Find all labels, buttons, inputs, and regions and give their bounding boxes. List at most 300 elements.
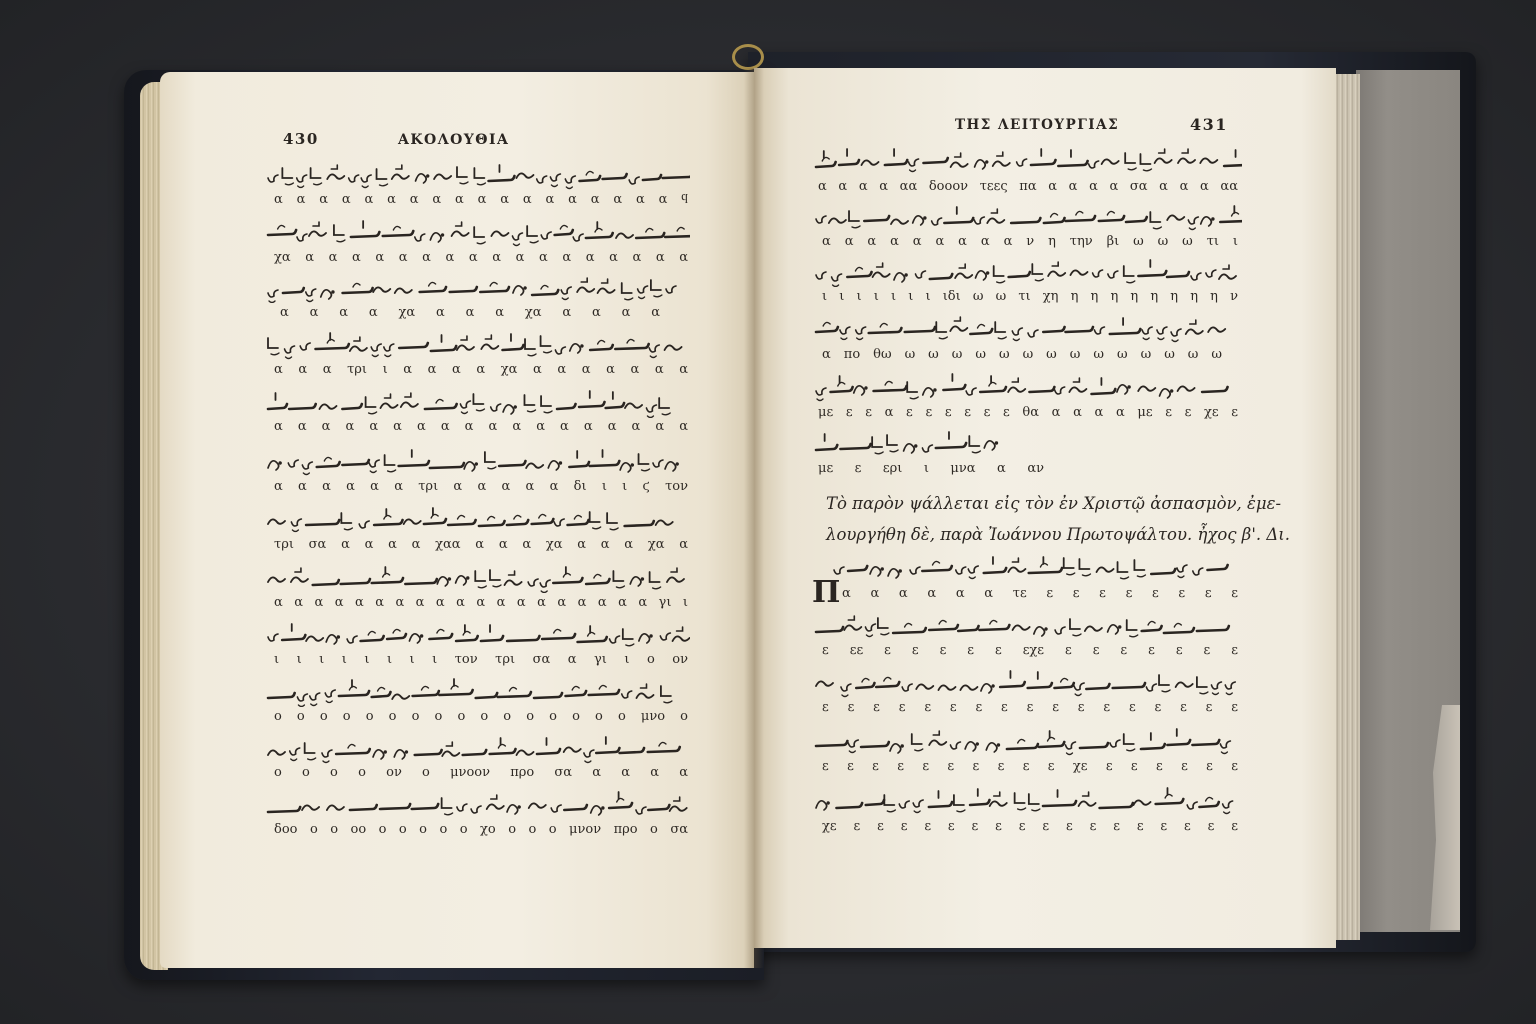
- neume-row: [266, 273, 690, 303]
- neume-sign: [568, 520, 589, 525]
- neume-sign: [526, 463, 543, 468]
- neume-sign: [269, 301, 275, 303]
- neume-sign: [891, 219, 908, 224]
- neume-sign: [310, 693, 320, 700]
- syllable-line: ι ι ι ι ι ι ι ι τον τρι σα α γι ι ο ον: [274, 652, 688, 667]
- neume-sign: [1138, 271, 1166, 276]
- neume-sign: [899, 570, 901, 572]
- neume-sign: [893, 628, 926, 633]
- neume-sign: [392, 174, 409, 179]
- syllable-line: α α α α α α α α α ν η την βι ω ω ω τι ι: [822, 234, 1238, 249]
- neume-sign: [1167, 215, 1184, 220]
- neume-sign: [404, 519, 421, 524]
- neume-sign: [915, 749, 923, 751]
- neume-sign: [972, 451, 980, 453]
- neume-sign: [415, 750, 442, 755]
- neume-sign: [437, 577, 448, 586]
- neume-sign: [399, 343, 428, 348]
- neume-sign: [1000, 682, 1025, 687]
- neume-sign: [856, 327, 866, 334]
- neume-sign: [1009, 272, 1030, 277]
- neume-sign: [639, 454, 649, 464]
- neume-sign: [383, 231, 414, 236]
- neume-sign: [877, 263, 883, 267]
- neume-sign: [429, 282, 436, 286]
- neume-sign: [563, 573, 570, 577]
- neume-sign: [1097, 567, 1114, 572]
- neume-sign: [268, 634, 278, 641]
- neume-sign: [659, 398, 669, 408]
- neume-sign: [1070, 270, 1087, 275]
- neume-sign: [1162, 690, 1170, 692]
- neume-sign: [1134, 560, 1144, 570]
- neume-sign: [564, 747, 581, 752]
- neume-sign: [392, 694, 409, 699]
- neume-sign: [1082, 574, 1090, 576]
- neume-sign: [641, 578, 643, 580]
- neume-sign: [436, 399, 443, 403]
- neume-sign: [1075, 694, 1081, 696]
- neume-sign: [439, 690, 472, 695]
- neume-sign: [663, 173, 690, 178]
- neume-sign: [951, 162, 968, 167]
- neume-sign: [1018, 739, 1025, 743]
- neume-sign: [944, 218, 973, 223]
- neume-sign: [369, 460, 379, 467]
- neume-row: [266, 563, 690, 593]
- neume-sign: [307, 300, 313, 302]
- neume-sign: [271, 353, 279, 355]
- neume-sign: [437, 629, 444, 633]
- neume-sign: [997, 281, 1005, 283]
- neume-sign: [1164, 628, 1194, 633]
- neume-sign: [278, 225, 285, 229]
- neume-sign: [314, 183, 322, 185]
- neume-sign: [584, 750, 594, 757]
- syllable-line: ο ο ο ο ο ο ο ο ο ο ο ο ο ο ο ο μνο ο: [274, 709, 688, 724]
- neume-sign: [341, 579, 370, 584]
- neume-sign: [1178, 158, 1195, 163]
- neume-notation: [814, 668, 1242, 698]
- neume-sign: [297, 694, 307, 701]
- neume-sign: [445, 813, 453, 815]
- neume-sign: [541, 232, 551, 239]
- neume-notation: [814, 372, 1242, 402]
- neume-sign: [475, 463, 477, 465]
- neume-sign: [887, 435, 897, 445]
- neume-sign: [268, 519, 285, 524]
- neume-sign: [429, 634, 452, 639]
- neume-sign: [1174, 623, 1181, 627]
- neume-sign: [955, 153, 961, 157]
- neume-sign: [650, 635, 652, 637]
- neume-sign: [485, 452, 495, 462]
- neume-sign: [874, 386, 907, 391]
- neume-sign: [1013, 625, 1030, 630]
- neume-sign: [626, 644, 634, 646]
- neume-sign: [1187, 802, 1197, 809]
- neume-row: [814, 372, 1242, 402]
- neume-sign: [1206, 797, 1213, 801]
- neume-sign: [319, 404, 336, 409]
- neume-sign: [888, 569, 899, 578]
- neume-sign: [334, 225, 344, 235]
- neume-sign: [924, 158, 948, 163]
- neume-sign: [1013, 339, 1019, 341]
- neume-sign: [640, 684, 646, 688]
- neume-sign: [574, 515, 581, 519]
- neume-sign: [1191, 273, 1201, 280]
- neume-notation: [814, 257, 1242, 287]
- neume-row: [814, 786, 1242, 816]
- neume-sign: [268, 338, 278, 348]
- neume-sign: [342, 404, 361, 409]
- neume-sign: [650, 572, 660, 582]
- neume-sign: [541, 285, 548, 289]
- neume-sign: [268, 230, 296, 235]
- neume-row: [832, 552, 1242, 582]
- neume-sign: [1172, 340, 1178, 342]
- neume-sign: [1108, 625, 1119, 634]
- neume-sign: [1073, 378, 1079, 382]
- neume-sign: [623, 629, 633, 639]
- neume-sign: [490, 749, 516, 754]
- neume-sign: [430, 463, 464, 468]
- neume-row: [814, 727, 1242, 757]
- neume-sign: [288, 460, 298, 467]
- neume-notation: [814, 202, 1242, 232]
- neume-sign: [650, 356, 656, 358]
- neume-sign: [441, 234, 443, 236]
- neume-sign: [827, 802, 829, 804]
- neume-sign: [316, 344, 349, 349]
- neume-sign: [636, 233, 664, 238]
- syllable-line: ε εε ε ε ε ε ε εχε ε ε ε ε ε ε ε: [822, 643, 1238, 658]
- neume-sign: [577, 287, 594, 292]
- neume-sign: [1067, 573, 1075, 575]
- neume-sign: [1221, 752, 1227, 754]
- neume-sign: [572, 686, 579, 690]
- neume-sign: [864, 216, 889, 221]
- neume-sign: [986, 743, 997, 752]
- neume-sign: [849, 751, 855, 753]
- neume-sign: [322, 750, 332, 757]
- neume-sign: [306, 289, 316, 296]
- neume-sign: [848, 566, 867, 571]
- neume-sign: [350, 805, 377, 810]
- neume-sign: [537, 176, 547, 183]
- neume-row: [814, 611, 1242, 641]
- neume-sign: [981, 684, 992, 693]
- neume-sign: [598, 288, 615, 293]
- neume-sign: [1076, 211, 1083, 215]
- neume-sign: [904, 444, 915, 453]
- neume-sign: [343, 288, 373, 293]
- neume-sign: [374, 520, 402, 525]
- neume-notation: [266, 446, 690, 476]
- neume-sign: [366, 397, 376, 407]
- neume-sign: [642, 469, 650, 471]
- neume-sign: [625, 298, 633, 300]
- neume-row: [814, 668, 1242, 698]
- neume-sign: [884, 795, 894, 805]
- neume-sign: [1048, 737, 1055, 741]
- gutter-shadow: [744, 68, 764, 968]
- neume-sign: [816, 388, 826, 395]
- neume-notation: [266, 620, 690, 650]
- neume-sign: [939, 337, 947, 339]
- neume-sign: [1219, 274, 1236, 279]
- neume-row: [814, 313, 1242, 343]
- neume-sign: [862, 678, 869, 682]
- neume-sign: [361, 636, 384, 641]
- neume-sign: [969, 577, 975, 579]
- neume-sign: [268, 577, 285, 582]
- neume-row: [266, 446, 690, 476]
- neume-sign: [337, 636, 339, 638]
- neume-sign: [351, 232, 379, 237]
- neume-sign: [654, 295, 662, 297]
- neume-sign: [302, 462, 312, 469]
- neume-sign: [869, 328, 902, 333]
- neume-sign: [387, 634, 406, 639]
- neume-sign: [1220, 217, 1242, 222]
- neume-sign: [1127, 620, 1137, 630]
- neume-sign: [1110, 740, 1120, 747]
- syllable-line: α α α α αα δοοον τεες πα α α α α σα α α α αα: [818, 179, 1238, 194]
- neume-sign: [610, 528, 618, 530]
- neume-sign: [607, 513, 617, 523]
- neume-sign: [474, 168, 484, 178]
- neume-sign: [481, 344, 498, 349]
- neume-sign: [368, 631, 375, 635]
- neume-sign: [1079, 559, 1089, 569]
- neume-sign: [475, 571, 485, 581]
- neume-sign: [478, 586, 486, 588]
- neume-sign: [933, 561, 940, 565]
- neume-sign: [866, 635, 872, 637]
- neume-sign: [303, 473, 309, 475]
- neume-sign: [488, 176, 514, 181]
- neume-sign: [674, 797, 680, 801]
- neume-sign: [929, 802, 952, 807]
- neume-sign: [639, 634, 650, 643]
- neume-sign: [474, 227, 484, 237]
- neume-sign: [847, 272, 871, 277]
- neume-sign: [313, 580, 339, 585]
- neume-sign: [589, 690, 619, 695]
- neume-sign: [371, 344, 381, 351]
- neume-sign: [354, 337, 360, 341]
- neume-sign: [884, 677, 891, 681]
- neume-sign: [490, 282, 497, 286]
- neume-sign: [861, 742, 889, 747]
- neume-sign: [381, 403, 398, 408]
- neume-sign: [1156, 799, 1184, 804]
- neume-sign: [875, 452, 883, 454]
- neume-sign: [513, 286, 524, 295]
- neume-sign: [912, 734, 922, 744]
- neume-notation: [832, 552, 1242, 582]
- syllable-line: α α α α α α α α α α α α α α α α α α α γι ι: [274, 595, 688, 610]
- neume-sign: [1065, 742, 1075, 749]
- syllable-line: με ε ερι ι μνα α αν: [818, 461, 1044, 476]
- neume-sign: [816, 627, 843, 632]
- neume-sign: [425, 404, 457, 409]
- neume-sign: [1200, 692, 1208, 694]
- neume-sign: [1113, 683, 1145, 688]
- neume-sign: [1102, 159, 1119, 164]
- neume-sign: [393, 629, 400, 633]
- neume-sign: [476, 409, 484, 411]
- neume-sign: [613, 571, 623, 581]
- neume-sign: [412, 804, 438, 809]
- neume-sign: [622, 283, 632, 293]
- neume-sign: [598, 340, 605, 344]
- neume-sign: [1153, 227, 1161, 229]
- neume-sign: [498, 692, 531, 697]
- neume-sign: [636, 807, 646, 814]
- neume-sign: [594, 574, 601, 578]
- neume-sign: [1200, 158, 1217, 163]
- neume-sign: [395, 288, 412, 293]
- neume-sign: [362, 186, 368, 188]
- neume-notation: [266, 734, 690, 764]
- neume-sign: [460, 401, 470, 408]
- neume-sign: [1012, 558, 1018, 562]
- neume-sign: [461, 412, 467, 414]
- neume-sign: [325, 690, 335, 697]
- neume-sign: [1201, 217, 1212, 226]
- neume-sign: [606, 403, 624, 408]
- neume-sign: [1150, 212, 1160, 222]
- syllable-line: ε ε ε ε ε ε ε ε ε ε ε ε ε ε ε ε ε: [822, 700, 1238, 715]
- neume-sign: [816, 801, 827, 810]
- neume-sign: [876, 682, 899, 687]
- syllable-line: α α α α α α α α α α α α α α α α α α: [274, 419, 688, 434]
- neume-row: [266, 620, 690, 650]
- neume-sign: [1080, 743, 1108, 748]
- neume-sign: [829, 218, 846, 223]
- neume-row: [266, 790, 690, 820]
- neume-sign: [326, 635, 337, 644]
- neume-sign: [848, 740, 858, 747]
- neume-sign: [842, 695, 848, 697]
- neume-sign: [420, 635, 422, 637]
- neume-sign: [630, 577, 641, 586]
- neume-sign: [1159, 675, 1169, 685]
- neume-sign: [662, 413, 670, 415]
- neume-sign: [636, 693, 653, 698]
- neume-sign: [348, 744, 355, 748]
- neume-sign: [913, 800, 923, 807]
- neume-sign: [616, 233, 633, 238]
- syllable-line: τρι σα α α α α χαα α α α χα α α α χα α: [274, 537, 688, 552]
- neume-sign: [855, 267, 862, 271]
- neume-sign: [491, 795, 497, 799]
- neume-sign: [349, 175, 359, 182]
- neume-sign: [311, 704, 317, 706]
- neume-sign: [282, 168, 292, 178]
- neume-sign: [458, 515, 465, 519]
- neume-sign: [396, 165, 402, 169]
- neume-sign: [866, 800, 884, 805]
- neume-sign: [341, 513, 351, 523]
- neume-sign: [498, 744, 505, 748]
- neume-sign: [305, 743, 315, 753]
- neume-sign: [849, 211, 859, 221]
- neume-sign: [986, 272, 988, 274]
- neume-notation: [814, 313, 1242, 343]
- neume-sign: [677, 227, 684, 231]
- neume-notation: [266, 273, 690, 303]
- neume-sign: [1165, 794, 1172, 798]
- neume-sign: [544, 351, 552, 353]
- neume-sign: [285, 346, 295, 353]
- neume-sign: [656, 520, 673, 525]
- neume-sign: [916, 684, 933, 689]
- neume-sign: [580, 176, 601, 181]
- neume-sign: [885, 381, 892, 385]
- neume-sign: [286, 357, 292, 359]
- neume-sign: [852, 226, 860, 228]
- neume-sign: [350, 346, 367, 351]
- neume-sign: [968, 566, 978, 573]
- neume-sign: [816, 327, 838, 332]
- neume-sign: [317, 462, 340, 467]
- neume-sign: [661, 686, 671, 696]
- neume-sign: [881, 633, 889, 635]
- neume-sign: [1083, 792, 1089, 796]
- neume-sign: [660, 633, 670, 640]
- neume-sign: [1151, 569, 1175, 574]
- neume-sign: [1031, 160, 1056, 165]
- neume-sign: [586, 233, 613, 238]
- neume-notation: [814, 428, 1010, 458]
- neume-sign: [585, 761, 591, 763]
- neume-sign: [442, 798, 452, 808]
- neume-sign: [1100, 803, 1133, 808]
- neume-sign: [902, 684, 912, 691]
- neume-sign: [924, 217, 926, 219]
- neume-sign: [596, 748, 619, 753]
- neume-sign: [388, 470, 396, 472]
- neume-row: [814, 257, 1242, 287]
- neume-sign: [856, 683, 874, 688]
- neume-sign: [292, 530, 298, 532]
- neume-sign: [591, 806, 602, 815]
- syllable-line: α α α α α α τε ε ε ε ε ε ε ε ε: [842, 586, 1238, 601]
- neume-sign: [377, 169, 387, 179]
- neume-sign: [834, 567, 844, 574]
- neume-sign: [957, 810, 965, 812]
- neume-sign: [361, 175, 371, 182]
- neume-sign: [1167, 740, 1190, 745]
- neume-sign: [653, 587, 661, 589]
- neume-sign: [995, 322, 1005, 332]
- neume-sign: [929, 625, 958, 630]
- neume-sign: [581, 345, 583, 347]
- neume-sign: [1223, 265, 1229, 269]
- neume-sign: [1039, 742, 1064, 747]
- neume-sign: [1141, 744, 1165, 749]
- neume-sign: [1178, 576, 1184, 578]
- neume-sign: [1093, 270, 1103, 277]
- neume-sign: [1055, 387, 1065, 394]
- neume-sign: [268, 290, 278, 297]
- neume-sign: [934, 389, 936, 391]
- neume-sign: [1212, 693, 1218, 695]
